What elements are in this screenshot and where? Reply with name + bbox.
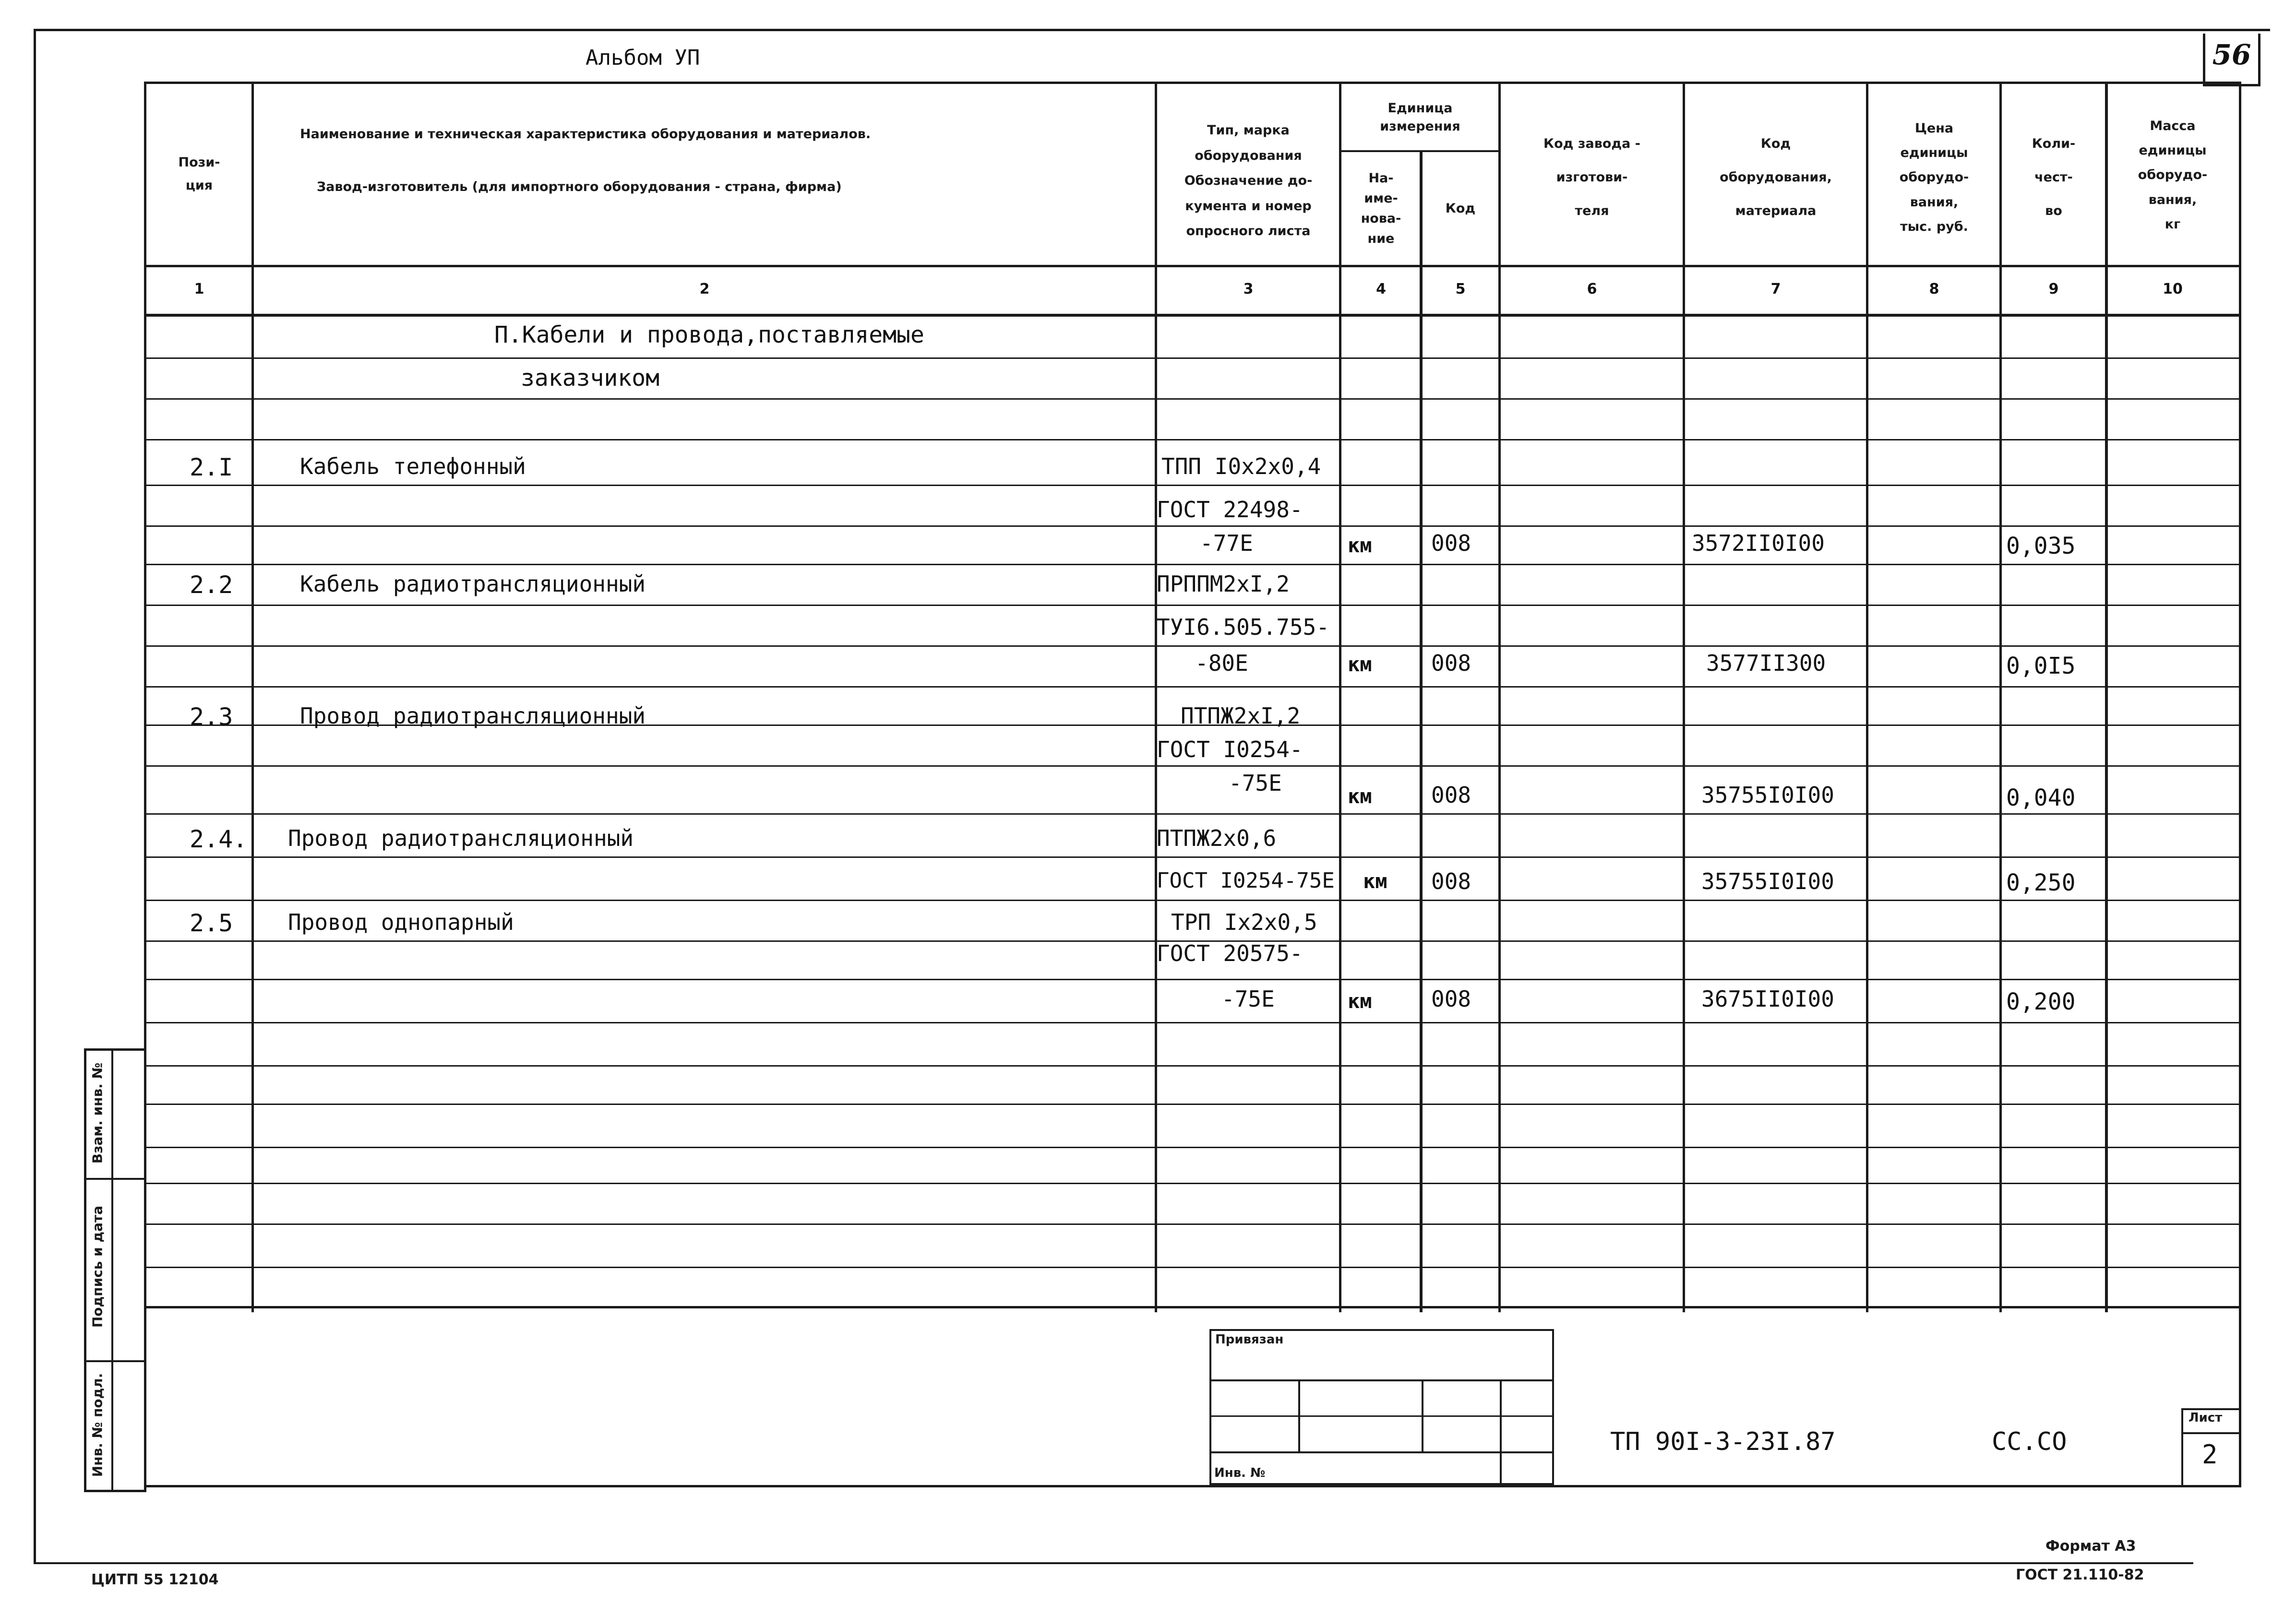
row-11-name: Провод однопарный (288, 909, 514, 935)
privyazan-vline-1 (1298, 1379, 1300, 1451)
col-line-4 (1420, 151, 1423, 1312)
colnum-9: 9 (2048, 281, 2059, 297)
row-8-qty: 0,040 (2006, 784, 2076, 811)
colnum-7: 7 (1770, 281, 1781, 297)
sheet-number: 2 (2202, 1439, 2218, 1470)
row-2-unit: км (1348, 534, 1372, 557)
side-label-inv-podl: Инв. № подл. (89, 1373, 106, 1477)
row-line (144, 439, 2241, 440)
row-8-code: 008 (1431, 782, 1471, 808)
header-unit-group: Единица измерения (1380, 101, 1460, 134)
privyazan-block (1209, 1329, 1554, 1485)
row-10-code: 008 (1431, 868, 1471, 894)
data-bottom-line (144, 1306, 2241, 1308)
row-8-mat: 35755I0I00 (1701, 782, 1834, 808)
row-line (144, 645, 2241, 647)
row-9-pos: 2.4. (190, 825, 248, 853)
col-line-8 (1999, 82, 2002, 1312)
row-10-unit: км (1363, 869, 1387, 893)
header-price: Цена единицы оборудо- вания, тыс. руб. (1899, 120, 1969, 234)
row-1-type: ГОСТ 22498- (1157, 497, 1303, 522)
row-line (144, 564, 2241, 565)
side-label-vzam: Взам. инв. № (89, 1062, 106, 1164)
header-unit-name: На- име- нова- ние (1361, 171, 1401, 246)
page-number: 56 (2212, 38, 2251, 71)
row-5-unit: км (1348, 653, 1372, 676)
privyazan-line-2 (1209, 1415, 1554, 1417)
col-line-3 (1339, 82, 1341, 1312)
row-4-type: ТУI6.505.755- (1157, 614, 1330, 640)
sheet-label: Лист (2188, 1411, 2223, 1425)
header-plant-code: Код завода - изготови- теля (1543, 136, 1640, 219)
colnum-1: 1 (194, 281, 204, 297)
album-title: Альбом УП (586, 46, 700, 70)
row-line (144, 1022, 2241, 1023)
col-line-9 (2105, 82, 2108, 1312)
row-line (144, 605, 2241, 606)
row-2-qty: 0,035 (2006, 533, 2076, 559)
outer-frame-top (34, 29, 2270, 31)
colnum-3: 3 (1243, 281, 1254, 297)
privyazan-vline-2 (1422, 1379, 1423, 1451)
row-line (144, 1223, 2241, 1225)
row-13-qty: 0,200 (2006, 988, 2076, 1015)
row-2-code: 008 (1431, 530, 1471, 556)
row-10-mat: 35755I0I00 (1701, 868, 1834, 894)
privyazan-line-1 (1209, 1379, 1554, 1381)
set-code: СС.СО (1992, 1427, 2067, 1456)
col-line-1 (251, 82, 254, 1312)
row-3-name: Кабель радиотрансляционный (300, 571, 646, 597)
row-13-unit: км (1348, 989, 1372, 1013)
row-line (144, 1183, 2241, 1184)
doc-code: ТП 90I-3-23I.87 (1610, 1427, 1836, 1456)
privyazan-line-3 (1209, 1451, 1554, 1453)
row-13-mat: 3675II0I00 (1701, 986, 1834, 1012)
row-2-type: -77Е (1200, 530, 1253, 556)
inv-no-label: Инв. № (1214, 1466, 1266, 1480)
row-5-mat: 3577II300 (1706, 650, 1826, 676)
side-stamp-line-1 (84, 1178, 146, 1180)
colnum-6: 6 (1587, 281, 1597, 297)
row-6-name: Провод радиотрансляционный (300, 703, 646, 729)
colnum-8: 8 (1929, 281, 1939, 297)
header-mass: Масса единицы оборудо- вания, кг (2138, 118, 2208, 232)
header-position: Пози- ция (178, 155, 220, 193)
header-type: Тип, марка оборудования Обозначение до- кумента и номер опросного листа (1184, 122, 1313, 239)
row-line (144, 900, 2241, 901)
row-8-unit: км (1348, 784, 1372, 808)
row-5-qty: 0,0I5 (2006, 653, 2076, 679)
row-0-name: Кабель телефонный (300, 453, 526, 479)
header-unit-code: Код (1445, 201, 1476, 216)
footer-gost: ГОСТ 21.110-82 (2016, 1567, 2144, 1583)
row-line (144, 856, 2241, 858)
row-line (144, 1065, 2241, 1067)
row-line (144, 765, 2241, 767)
row-7-type: ГОСТ I0254- (1157, 736, 1303, 762)
header-name-line1: Наименование и техническая характеристика оборудования и материалов. (300, 127, 871, 142)
side-stamp-line-2 (84, 1360, 146, 1362)
footer-format: Формат А3 (2045, 1538, 2136, 1555)
side-label-podpis: Подпись и дата (89, 1205, 106, 1328)
row-13-code: 008 (1431, 986, 1471, 1012)
col-line-7 (1866, 82, 1868, 1312)
row-6-type: ПТПЖ2хI,2 (1181, 703, 1301, 729)
row-9-type: ПТПЖ2х0,6 (1157, 825, 1277, 851)
row-line (144, 398, 2241, 400)
section-title-line1: П.Кабели и провода,поставляемые (494, 321, 924, 348)
col-line-6 (1683, 82, 1685, 1312)
privyazan-vline-3 (1500, 1379, 1502, 1485)
outer-frame-left (34, 29, 36, 1564)
outer-frame-bottom (34, 1562, 2193, 1564)
row-line (144, 525, 2241, 527)
row-line (144, 485, 2241, 486)
row-2-mat: 3572II0I00 (1692, 530, 1825, 556)
side-stamp-divider (111, 1048, 113, 1492)
colnum-10: 10 (2163, 281, 2183, 297)
row-8-type: -75Е (1229, 770, 1282, 796)
footer-left: ЦИТП 55 12104 (91, 1571, 219, 1588)
header-quantity: Коли- чест- во (2032, 136, 2076, 219)
row-line (144, 686, 2241, 688)
row-line (144, 979, 2241, 980)
row-11-type: ТРП Iх2х0,5 (1171, 909, 1317, 935)
row-6-pos: 2.3 (190, 703, 233, 731)
col-line-5 (1498, 82, 1501, 1312)
row-3-type: ПРППМ2хI,2 (1157, 571, 1290, 597)
section-title-line2: заказчиком (521, 365, 659, 392)
colnum-5: 5 (1455, 281, 1466, 297)
unit-group-line (1339, 150, 1501, 152)
row-line (144, 1104, 2241, 1105)
row-11-pos: 2.5 (190, 909, 233, 937)
row-0-type: ТПП I0х2х0,4 (1161, 453, 1321, 479)
header-bottom-line (144, 265, 2241, 267)
row-line (144, 813, 2241, 815)
colnum-bottom-line (144, 314, 2241, 317)
row-9-name: Провод радиотрансляционный (288, 825, 634, 851)
row-10-qty: 0,250 (2006, 869, 2076, 896)
sheet-box-divider (2181, 1432, 2241, 1434)
row-0-pos: 2.I (190, 453, 233, 481)
header-name-line2: Завод-изготовитель (для импортного оборудования - страна, фирма) (317, 179, 842, 195)
header-material-code: Код оборудования, материала (1720, 136, 1832, 219)
row-line (144, 1267, 2241, 1268)
colnum-4: 4 (1376, 281, 1386, 297)
row-5-type: -80Е (1195, 650, 1248, 676)
row-line (144, 1147, 2241, 1148)
row-13-type: -75Е (1221, 986, 1275, 1012)
row-12-type: ГОСТ 20575- (1157, 940, 1303, 966)
col-line-2 (1155, 82, 1157, 1312)
row-line (144, 357, 2241, 359)
row-3-pos: 2.2 (190, 571, 233, 599)
privyazan-label: Привязан (1215, 1332, 1284, 1347)
row-10-type: ГОСТ I0254-75Е (1157, 868, 1335, 893)
row-5-code: 008 (1431, 650, 1471, 676)
colnum-2: 2 (699, 281, 710, 297)
